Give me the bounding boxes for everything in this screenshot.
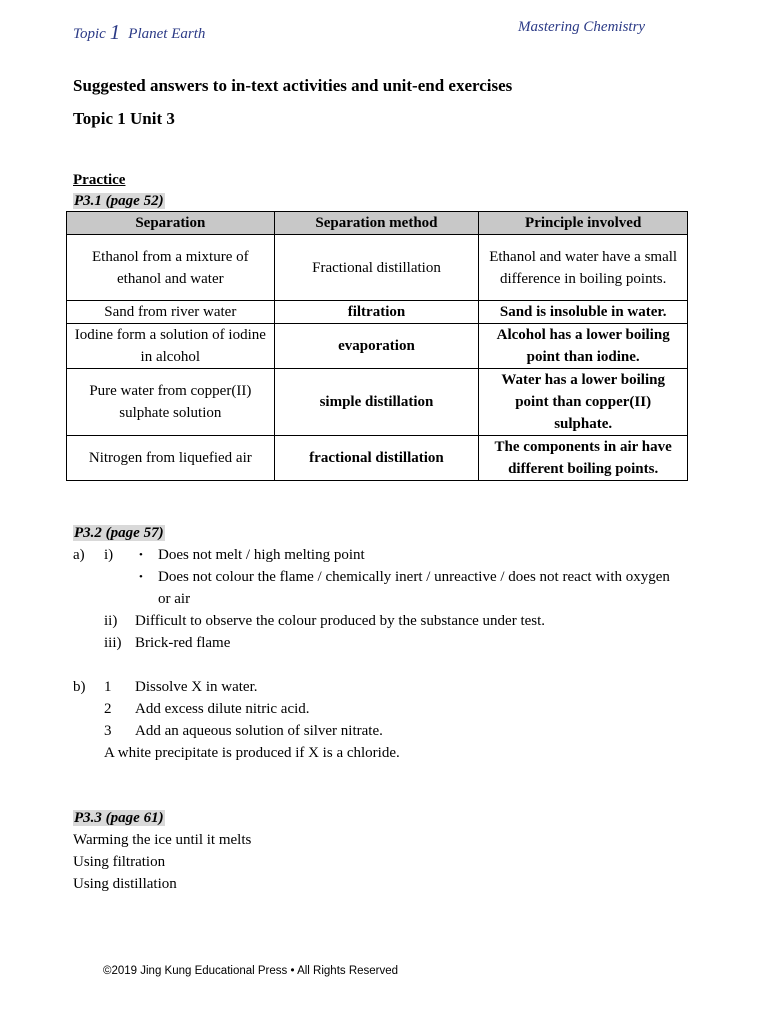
part-b-conclusion: A white precipitate is produced if X is a chloride. bbox=[104, 745, 400, 761]
method-cell: evaporation bbox=[274, 324, 479, 369]
p33-label: P3.3 (page 61) bbox=[74, 810, 164, 826]
p31-label-line bbox=[73, 190, 165, 212]
table-row bbox=[67, 235, 688, 301]
copyright-footer: ©2019 Jing Kung Educational Press • All Rights Reserved bbox=[103, 965, 399, 977]
p33-answer-line: Using filtration bbox=[73, 854, 166, 870]
part-b-label: b) bbox=[73, 679, 86, 695]
p32-label-line bbox=[73, 522, 165, 544]
part-a-i-point-1: Does not melt / high melting point bbox=[158, 547, 365, 563]
part-a-ii-answer: Difficult to observe the colour produced by the substance under test. bbox=[135, 613, 546, 629]
column-header: Separation bbox=[67, 212, 275, 235]
topic-prefix: Topic bbox=[73, 26, 106, 42]
principle-cell: Alcohol has a lower boiling point than iodine. bbox=[479, 324, 688, 369]
part-a-ii-label: ii) bbox=[104, 613, 118, 629]
step-text: Add excess dilute nitric acid. bbox=[135, 701, 310, 717]
part-a-label: a) bbox=[73, 547, 85, 563]
part-a-iii-answer: Brick-red flame bbox=[135, 635, 231, 651]
document-title: Suggested answers to in-text activities and unit-end exercises bbox=[73, 76, 513, 95]
table-header-row bbox=[67, 212, 688, 235]
step-text: Add an aqueous solution of silver nitrate. bbox=[135, 723, 383, 739]
separation-cell: Sand from river water bbox=[67, 301, 275, 324]
principle-cell: Ethanol and water have a small difference in boiling points. bbox=[479, 235, 688, 301]
separation-cell: Pure water from copper(II) sulphate solution bbox=[67, 369, 275, 436]
table-row bbox=[67, 324, 688, 369]
separation-cell: Iodine form a solution of iodine in alcohol bbox=[67, 324, 275, 369]
column-header: Separation method bbox=[274, 212, 479, 235]
p31-label: P3.1 (page 52) bbox=[74, 193, 164, 209]
practice-heading: Practice bbox=[73, 172, 126, 188]
principle-cell: The components in air have different boiling points. bbox=[479, 436, 688, 481]
principle-cell: Sand is insoluble in water. bbox=[479, 301, 688, 324]
method-cell: Fractional distillation bbox=[274, 235, 479, 301]
p33-label-line bbox=[73, 807, 165, 829]
topic-name: Planet Earth bbox=[128, 26, 206, 42]
unit-title: Topic 1 Unit 3 bbox=[73, 109, 175, 128]
table-row bbox=[67, 436, 688, 481]
separation-cell: Nitrogen from liquefied air bbox=[67, 436, 275, 481]
part-a-iii-label: iii) bbox=[104, 635, 122, 651]
table-row bbox=[67, 301, 688, 324]
step-number: 3 bbox=[104, 723, 112, 739]
method-cell: simple distillation bbox=[274, 369, 479, 436]
p33-answer-line: Warming the ice until it melts bbox=[73, 832, 252, 848]
running-header-book: Mastering Chemistry bbox=[518, 19, 646, 35]
part-a-i-point-2: Does not colour the flame / chemically inert / unreactive / does not react with oxygen bbox=[158, 569, 670, 585]
bullet-icon: • bbox=[139, 549, 143, 561]
bullet-icon: • bbox=[139, 571, 143, 583]
running-header-topic bbox=[73, 19, 205, 44]
step-number: 2 bbox=[104, 701, 112, 717]
topic-number: 1 bbox=[109, 20, 121, 44]
separation-table bbox=[66, 211, 688, 481]
p33-answer-line: Using distillation bbox=[73, 876, 177, 892]
method-cell: filtration bbox=[274, 301, 479, 324]
principle-cell: Water has a lower boiling point than copper(II) sulphate. bbox=[479, 369, 688, 436]
column-header: Principle involved bbox=[479, 212, 688, 235]
step-number: 1 bbox=[104, 679, 112, 695]
method-cell: fractional distillation bbox=[274, 436, 479, 481]
part-a-i-point-2-continued: or air bbox=[158, 591, 191, 607]
part-a-i-label: i) bbox=[104, 547, 114, 563]
p32-label: P3.2 (page 57) bbox=[74, 525, 164, 541]
step-text: Dissolve X in water. bbox=[135, 679, 258, 695]
separation-cell: Ethanol from a mixture of ethanol and water bbox=[67, 235, 275, 301]
table-row bbox=[67, 369, 688, 436]
